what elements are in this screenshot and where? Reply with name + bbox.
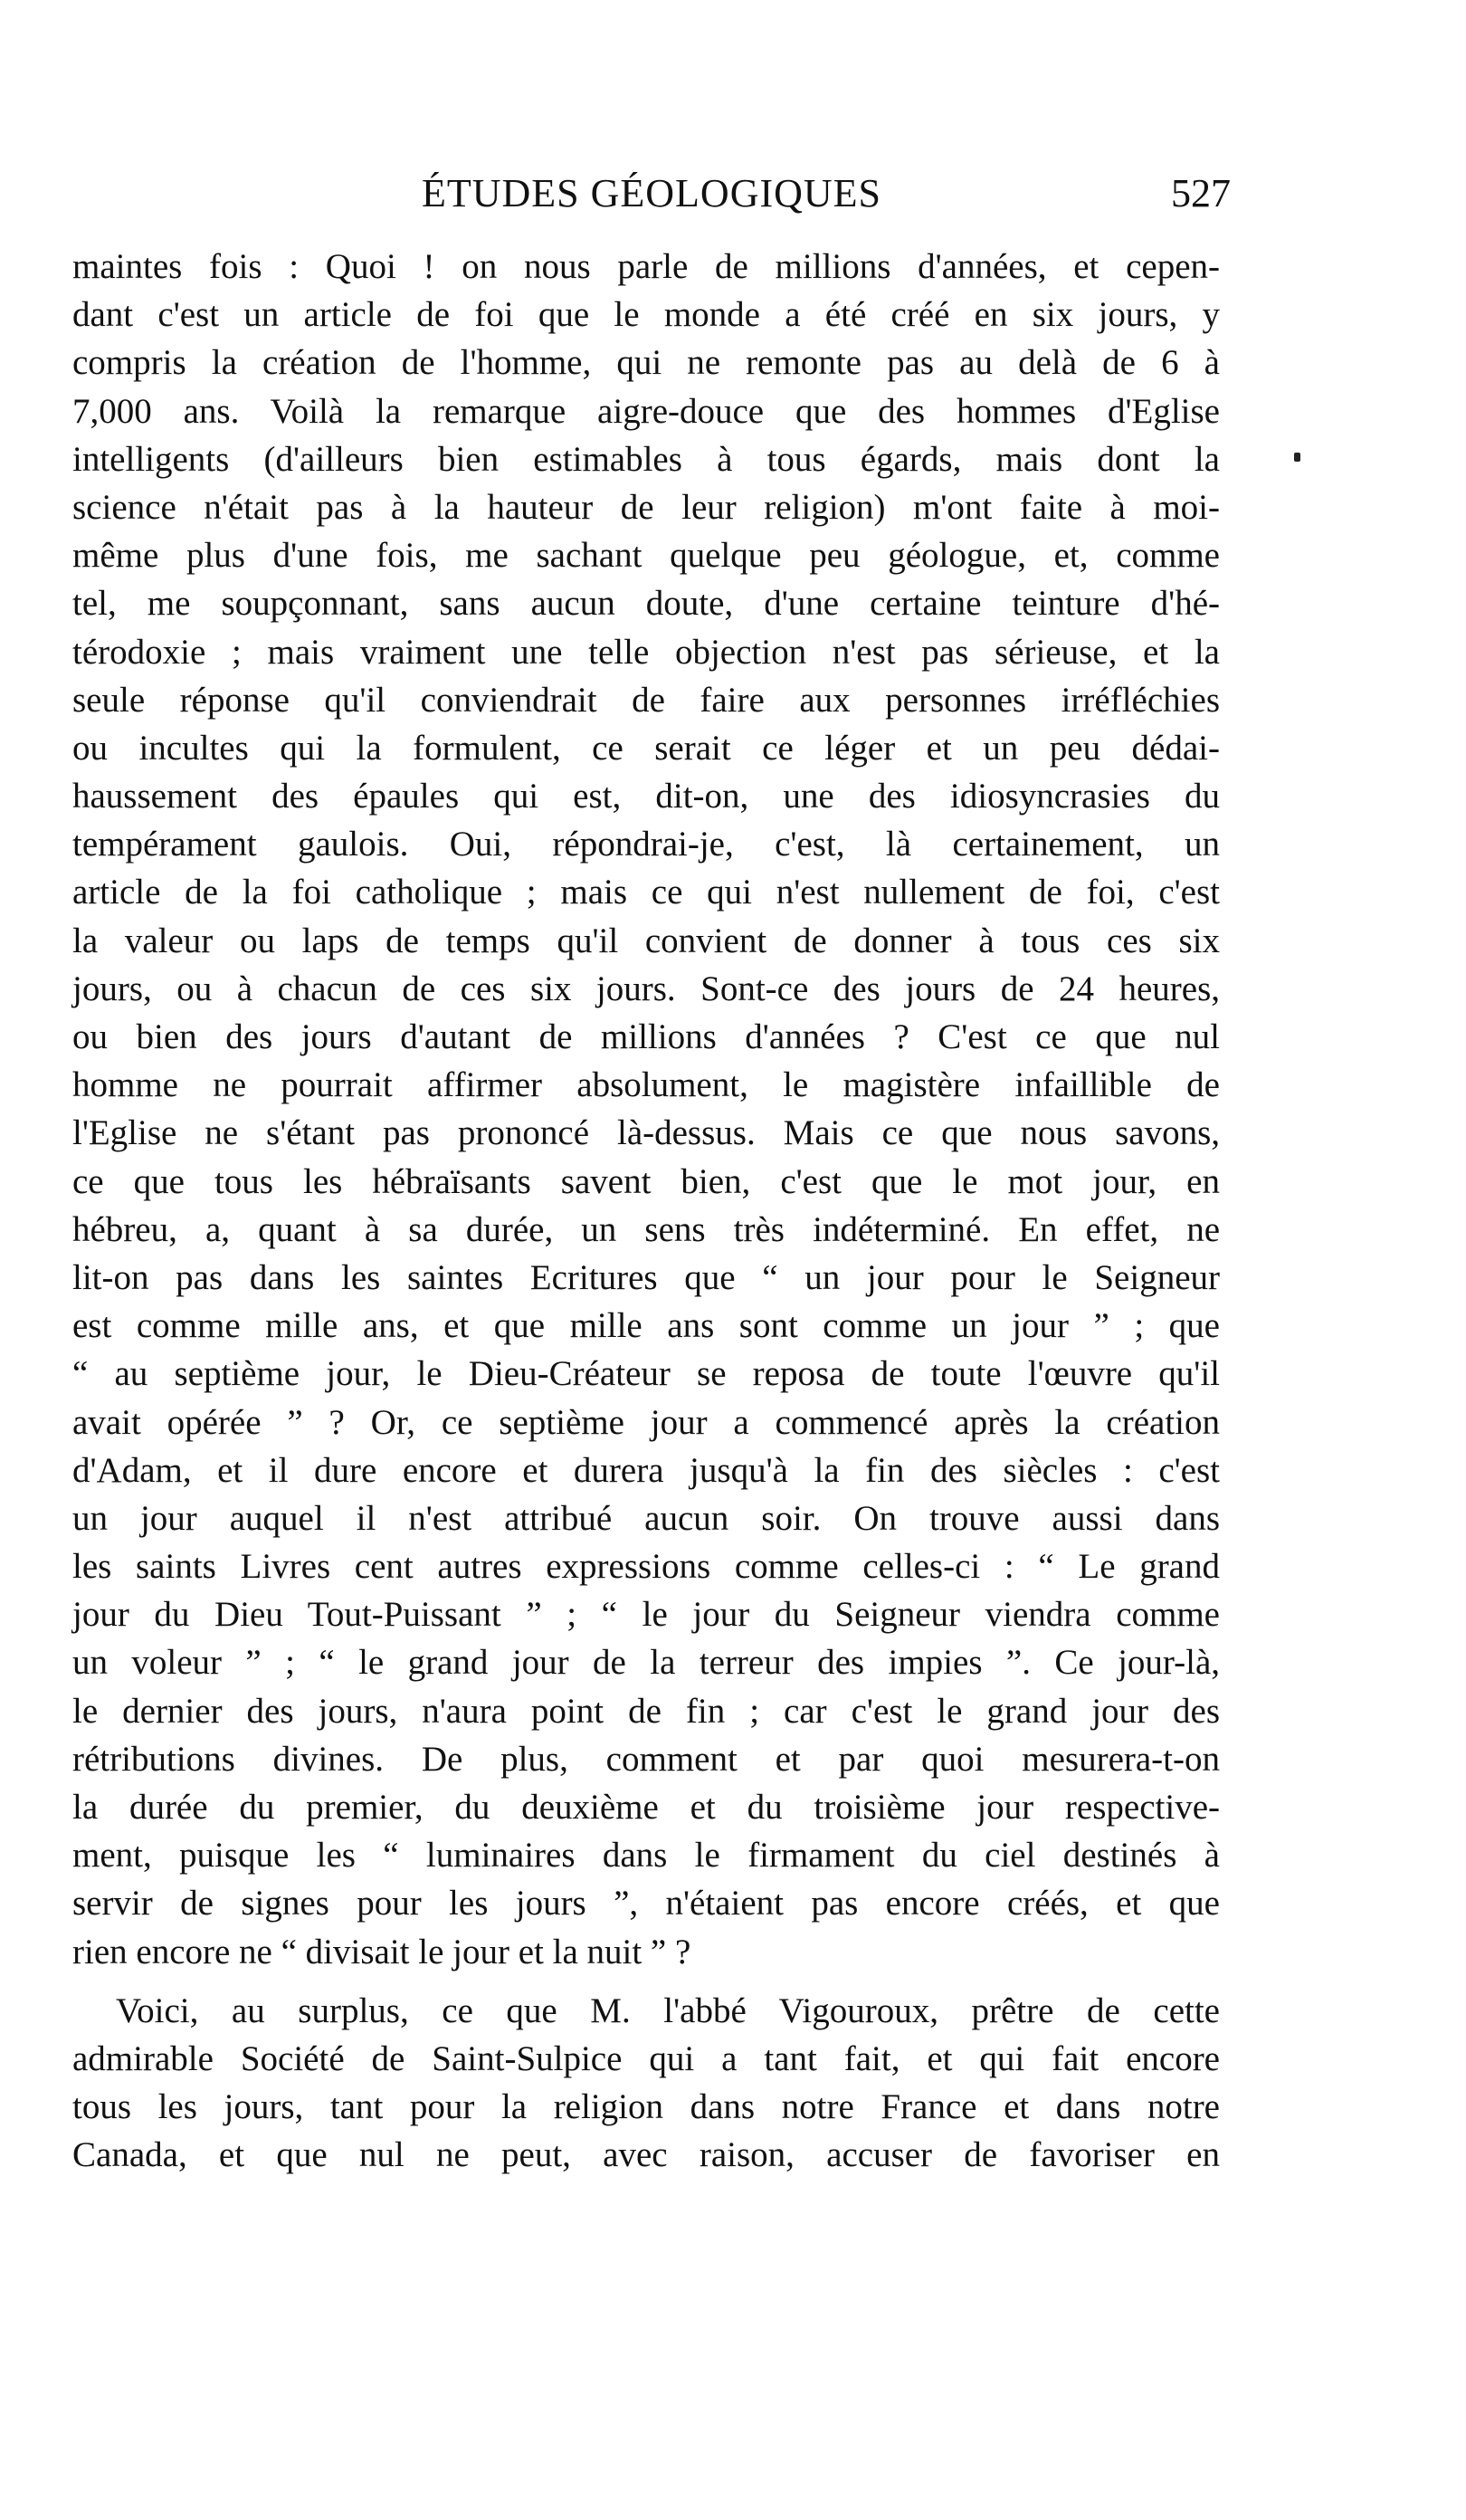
text-line: la durée du premier, du deuxième et du troisième jour respective-	[72, 1788, 1220, 1827]
text-line: servir de signes pour les jours ”, n'étaient pas encore créés, et que	[72, 1884, 1220, 1923]
text-line: haussement des épaules qui est, dit-on, une des idiosyncrasies du	[72, 777, 1220, 816]
text-line: ce que tous les hébraïsants savent bien, c'est que le mot jour, en	[72, 1161, 1220, 1201]
text-line: avait opérée ” ? Or, ce septième jour a commencé après la création	[72, 1402, 1220, 1442]
text-line: “ au septième jour, le Dieu-Créateur se reposa de toute l'œuvre qu'il	[72, 1354, 1220, 1394]
text-line: rétributions divines. De plus, comment et par quoi mesurera-t-on	[72, 1739, 1220, 1779]
text-line: hébreu, a, quant à sa durée, un sens très indéterminé. En effet, ne	[72, 1209, 1220, 1249]
page-number: 527	[1171, 171, 1231, 215]
text-line: lit-on pas dans les saintes Ecritures que “ un jour pour le Seigneur	[72, 1257, 1220, 1297]
text-line: jour du Dieu Tout-Puissant ” ; “ le jour du Seigneur viendra comme	[72, 1595, 1220, 1635]
text-line: tous les jours, tant pour la religion dans notre France et dans notre	[72, 2087, 1220, 2127]
text-line: tel, me soupçonnant, sans aucun doute, d'une certaine teinture d'hé-	[72, 584, 1220, 624]
text-line: un jour auquel il n'est attribué aucun soir. On trouve aussi dans	[72, 1498, 1220, 1538]
text-line: la valeur ou laps de temps qu'il convient de donner à tous ces six	[72, 921, 1220, 960]
paragraph	[72, 243, 1220, 1976]
text-line: Canada, et que nul ne peut, avec raison, accuser de favoriser en	[72, 2135, 1220, 2175]
text-line: le dernier des jours, n'aura point de fin ; car c'est le grand jour des	[72, 1691, 1220, 1731]
text-line: jours, ou à chacun de ces six jours. Sont-ce des jours de 24 heures,	[72, 969, 1220, 1008]
text-line: tempérament gaulois. Oui, répondrai-je, c'est, là certainement, un	[72, 825, 1220, 864]
paragraph	[72, 1987, 1220, 2180]
text-line: Voici, au surplus, ce que M. l'abbé Vigouroux, prêtre de cette	[116, 1990, 1220, 2030]
text-line: ou incultes qui la formulent, ce serait ce léger et un peu dédai-	[72, 728, 1220, 768]
text-line: ou bien des jours d'autant de millions d'années ? C'est ce que nul	[72, 1017, 1220, 1056]
text-line: dant c'est un article de foi que le monde a été créé en six jours, y	[72, 295, 1220, 335]
text-line: homme ne pourrait affirmer absolument, le magistère infaillible de	[72, 1065, 1220, 1105]
margin-speck	[1294, 453, 1300, 462]
text-line: rien encore ne “ divisait le jour et la nuit ” ?	[72, 1932, 691, 1971]
text-line: ment, puisque les “ luminaires dans le firmament du ciel destinés à	[72, 1836, 1220, 1876]
running-title: ÉTUDES GÉOLOGIQUES	[421, 171, 882, 215]
text-line: l'Eglise ne s'étant pas prononcé là-dessus. Mais ce que nous savons,	[72, 1113, 1220, 1153]
text-line: térodoxie ; mais vraiment une telle objection n'est pas sérieuse, et la	[72, 632, 1220, 672]
text-line: seule réponse qu'il conviendrait de faire aux personnes irréfléchies	[72, 680, 1220, 720]
text-line: article de la foi catholique ; mais ce qui n'est nullement de foi, c'est	[72, 873, 1220, 912]
text-line: est comme mille ans, et que mille ans sont comme un jour ” ; que	[72, 1306, 1220, 1346]
body-text	[72, 243, 1220, 2180]
running-header	[72, 170, 1231, 224]
text-line: d'Adam, et il dure encore et durera jusqu'à la fin des siècles : c'est	[72, 1450, 1220, 1490]
text-line: 7,000 ans. Voilà la remarque aigre-douce que des hommes d'Eglise	[72, 391, 1220, 431]
text-line: intelligents (d'ailleurs bien estimables à tous égards, mais dont la	[72, 439, 1220, 479]
text-line: un voleur ” ; “ le grand jour de la terreur des impies ”. Ce jour-là,	[72, 1643, 1220, 1683]
text-line: science n'était pas à la hauteur de leur religion) m'ont faite à moi-	[72, 487, 1220, 527]
text-line: les saints Livres cent autres expressions comme celles-ci : “ Le grand	[72, 1547, 1220, 1587]
text-line: compris la création de l'homme, qui ne remonte pas au delà de 6 à	[72, 343, 1220, 383]
text-line: même plus d'une fois, me sachant quelque peu géologue, et, comme	[72, 536, 1220, 576]
text-line: admirable Société de Saint-Sulpice qui a tant fait, et qui fait encore	[72, 2038, 1220, 2078]
text-line: maintes fois : Quoi ! on nous parle de millions d'années, et cepen-	[72, 247, 1220, 286]
